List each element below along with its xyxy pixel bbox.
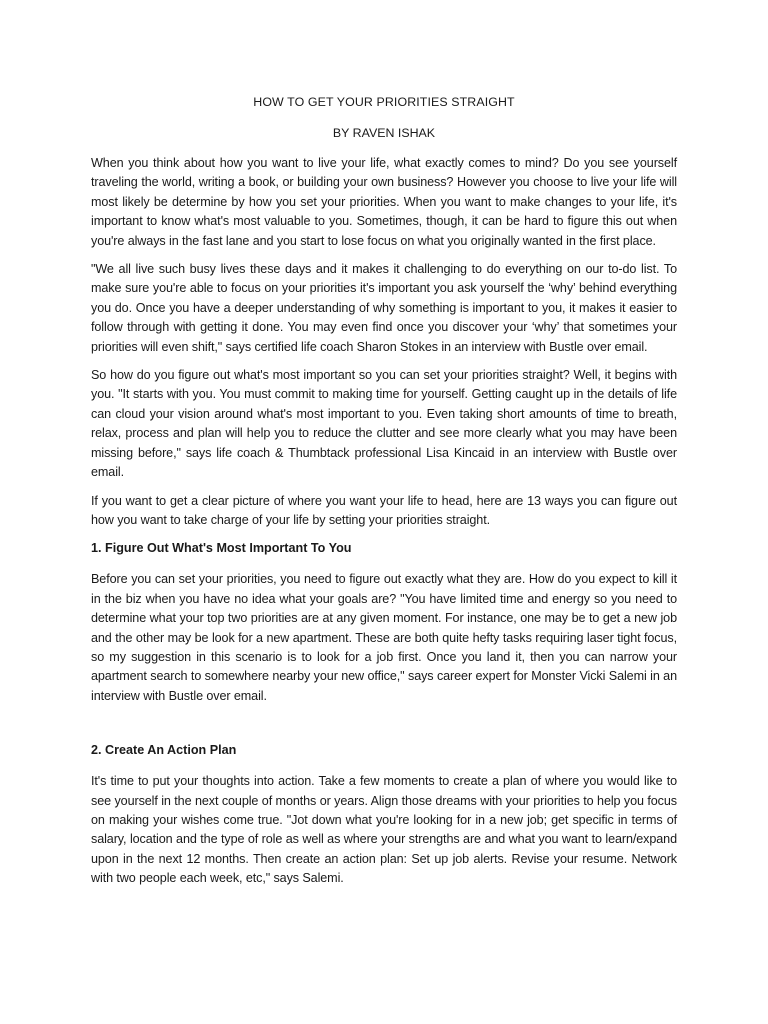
intro-paragraph-1: When you think about how you want to live your life, what exactly comes to mind? Do you see yourself traveling the world, writing a book, or building your own business? However you choose to live your life will most likely be determine by how you set your priorities. When you want to make changes to your life, it's important to know what's most valuable to you. Sometimes, though, it can be hard to figure this out when you're always in the fast lane and you start to lose focus on what you originally wanted in the first place. [91, 156, 677, 248]
intro-paragraph-2: "We all live such busy lives these days and it makes it challenging to do everything on our to-do list. To make sure you're able to focus on your priorities it's important you ask yourself the ‘why’ behind everything you do. Once you have a deeper understanding of why something is important to you, it makes it easier to follow through with getting it done. You may even find once you discover your ‘why’ that sometimes your priorities will even shift," says certified life coach Sharon Stokes in an interview with Bustle over email. [91, 262, 677, 354]
section-text-2: It's time to put your thoughts into action. Take a few moments to create a plan of where you would like to see yourself in the next couple of months or years. Align those dreams with your priorities to help you focus on making your wishes come true. "Jot down what you're looking for in a new job; get specific in terms of salary, location and the type of role as well as where your strengths are and what you want to learn/expand upon in the next 12 months. Then create an action plan: Set up job alerts. Revise your resume. Network with two people each week, etc," says Salemi. [91, 774, 677, 886]
section-gap [91, 715, 677, 741]
document-title: HOW TO GET YOUR PRIORITIES STRAIGHT [253, 95, 515, 109]
document-byline: BY RAVEN ISHAK [332, 126, 436, 140]
document-page [91, 95, 677, 898]
intro-paragraph-3: So how do you figure out what's most important so you can set your priorities straight? Well, it begins with you. "It starts with you. You must commit to making time for yourself. Getting caught up in the details of life can cloud your vision around what's most important to you. Even taking short amounts of time to breath, relax, process and plan will help you to reduce the clutter and see more clearly what you may have been missing before," says life coach & Thumbtack professional Lisa Kincaid in an interview with Bustle over email. [91, 368, 677, 480]
section-text-1: Before you can set your priorities, you need to figure out exactly what they are. How do you expect to kill it in the biz when you have no idea what your goals are? "You have limited time and energy so you need to determine what your top two priorities are at any given moment. For instance, one may be to get a new job and the other may be look for a new apartment. These are both quite hefty tasks requiring laser tight focus, so my suggestion in this scenario is to look for a job first. Once you land it, then you can narrow your apartment search to somewhere nearby your new office," says career expert for Monster Vicki Salemi in an interview with Bustle over email. [91, 572, 677, 703]
intro-paragraph-4: If you want to get a clear picture of where you want your life to head, here are 13 ways you can figure out how you want to take charge of your life by setting your priorities straight. [91, 493, 677, 527]
section-heading-2: 2. Create An Action Plan [91, 743, 237, 758]
section-heading-1: 1. Figure Out What's Most Important To You [91, 541, 352, 556]
